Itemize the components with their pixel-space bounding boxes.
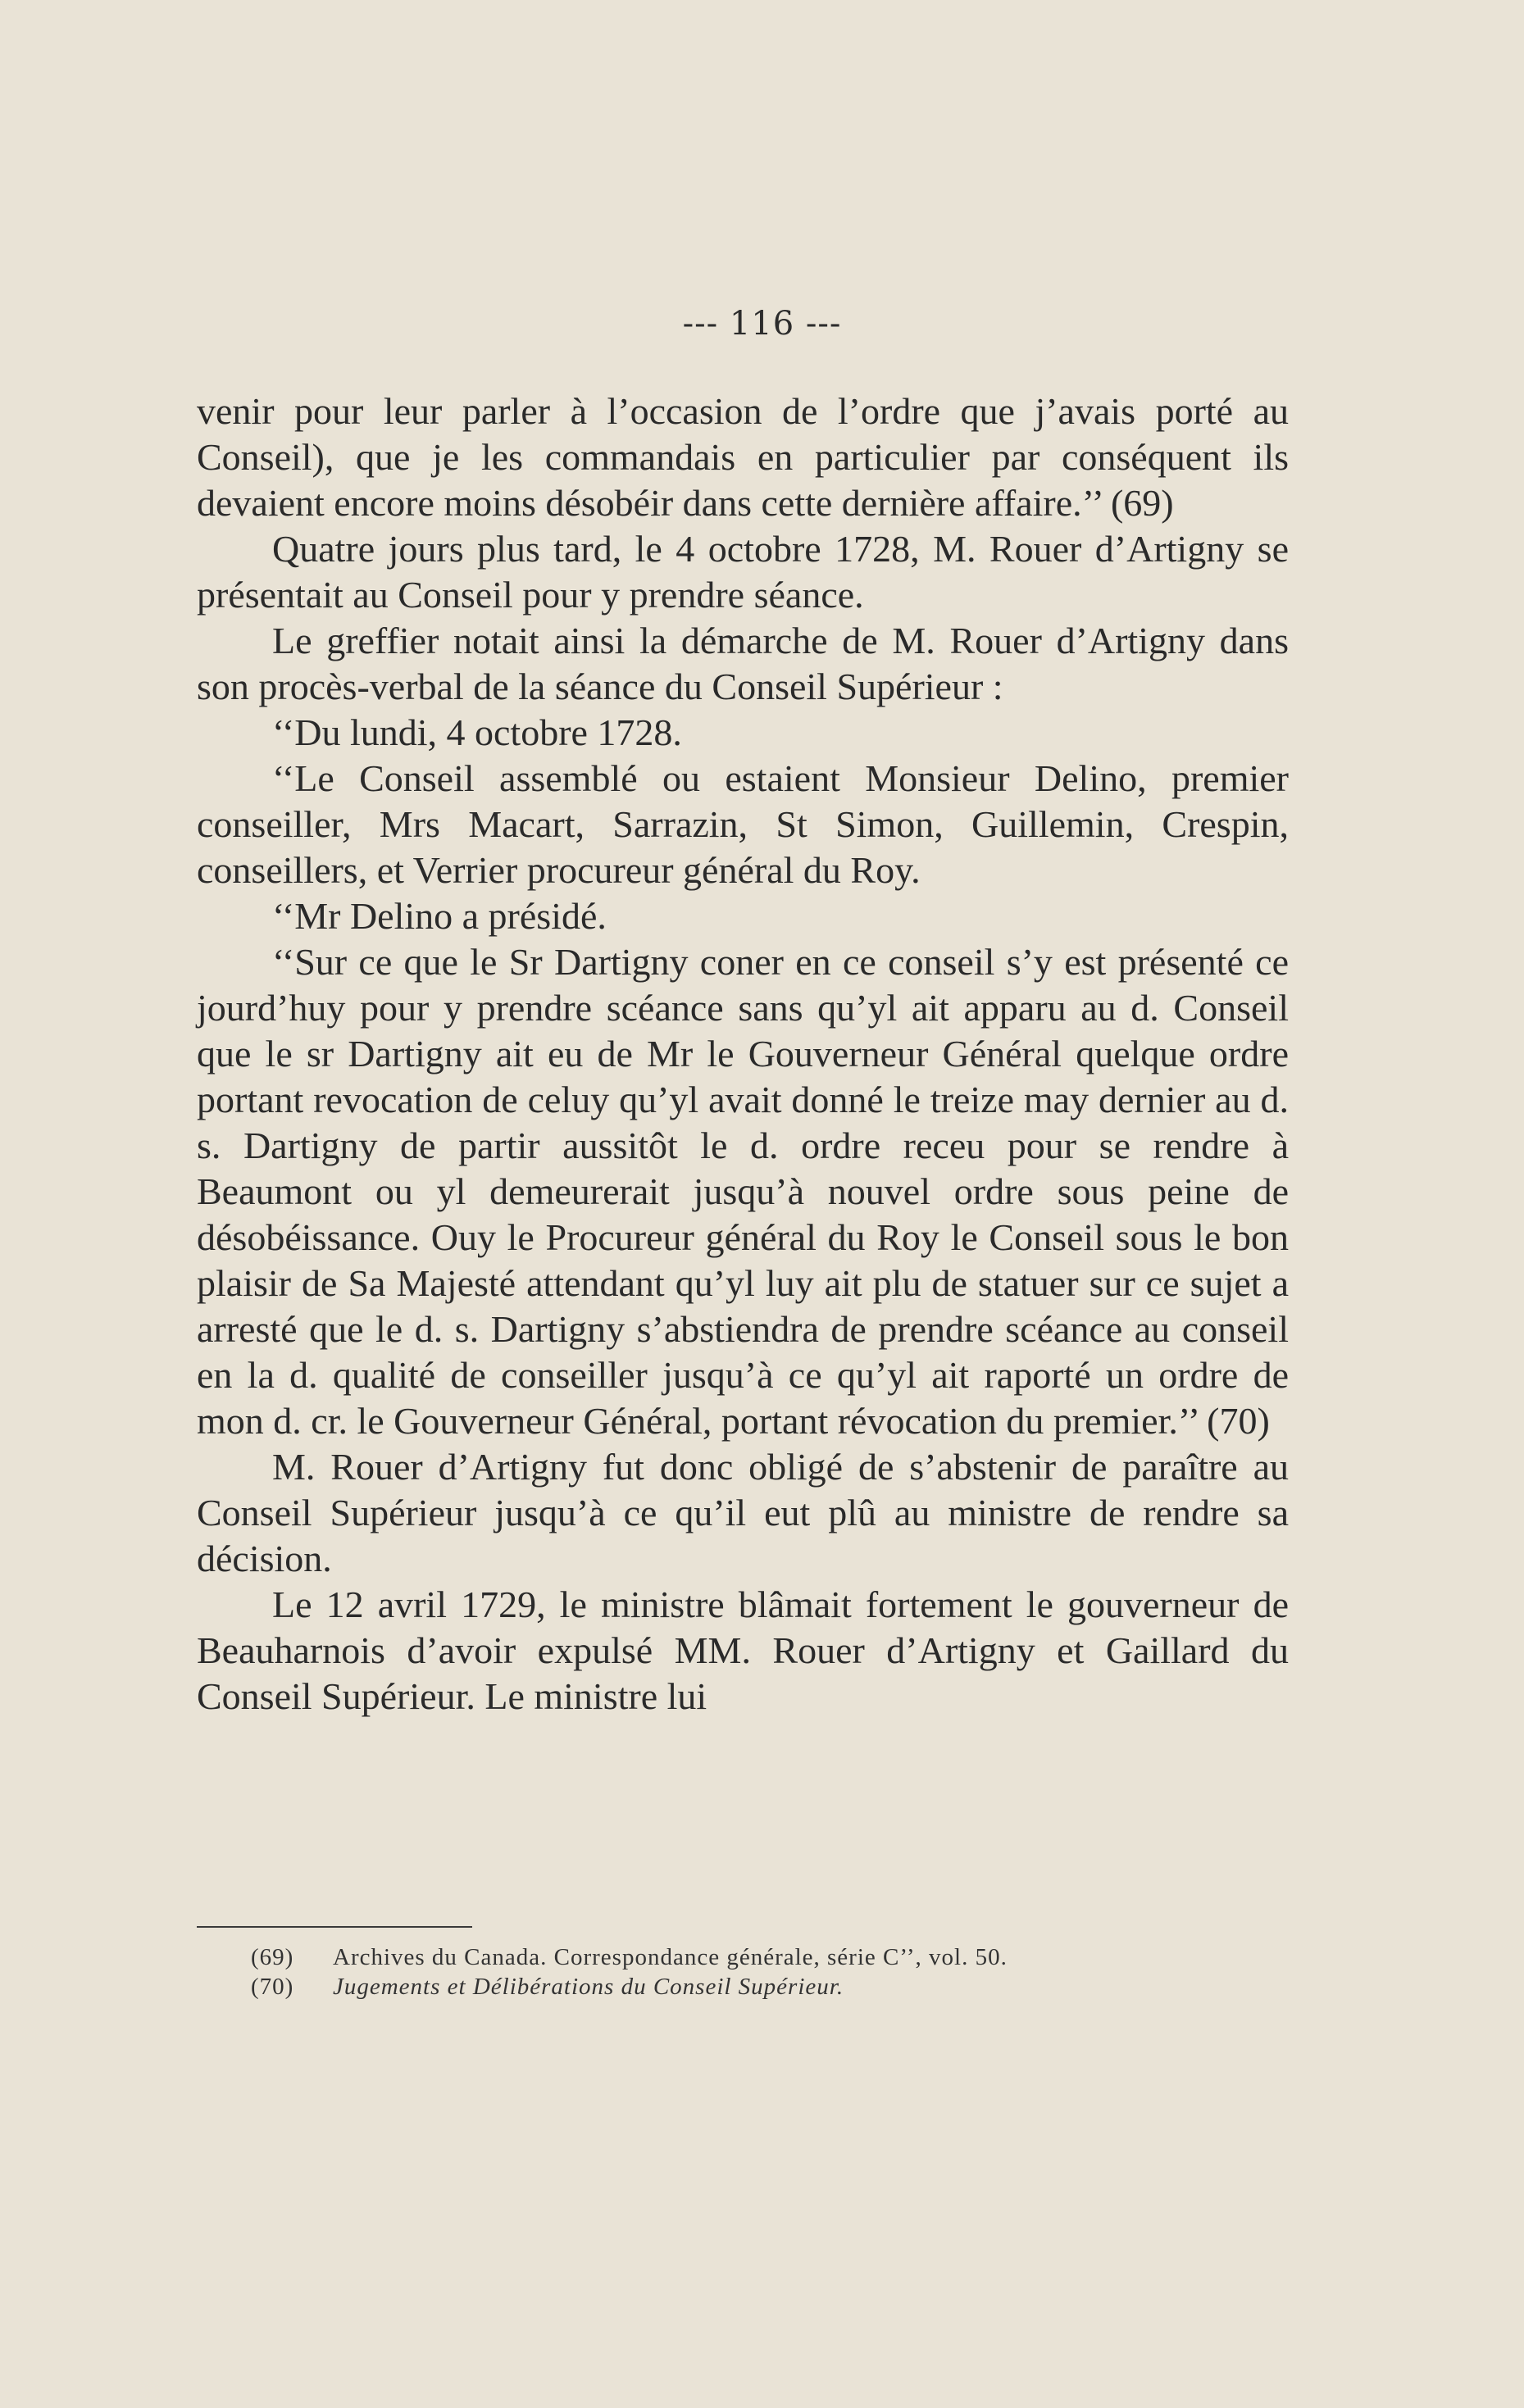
paragraph: Le 12 avril 1729, le ministre blâmait fortement le gouverneur de Beauharnois d’avoir expulsé MM. Rouer d’Artigny et Gaillard du Conseil Supérieur. Le ministre lui <box>197 1583 1289 1717</box>
footnote-divider <box>197 1926 472 1928</box>
paragraph: ‘‘Mr Delino a présidé. <box>272 895 607 937</box>
paragraph: ‘‘Sur ce que le Sr Dartigny coner en ce conseil s’y est présenté ce jourd’huy pour y prendre scéance sans qu’yl ait apparu au d. Conseil que le sr Dartigny ait eu de Mr le Gouverneur Général quelque ordre portant revocation de celuy qu’yl avait donné le treize may dernier au d. s. Dartigny de partir aussitôt le d. ordre receu pour se rendre à Beaumont ou yl demeurerait jusqu’à nouvel ordre sous peine de désobéissance. Ouy le Procureur général du Roy le Conseil sous le bon plaisir de Sa Majesté attendant qu’yl luy ait plu de statuer sur ce sujet a arresté que le d. s. Dartigny s’abstiendra de prendre scéance au conseil en la d. qualité de conseiller jusqu’à ce qu’yl ait raporté un ordre de mon d. cr. le Gouverneur Général, portant révocation du premier.’’ (70) <box>197 941 1289 1442</box>
paragraph: M. Rouer d’Artigny fut donc obligé de s’abstenir de paraître au Conseil Supérieur jusqu’à ce qu’il eut plû au ministre de rendre sa décision. <box>197 1446 1289 1579</box>
footnote-text: Jugements et Délibérations du Conseil Supérieur. <box>333 1974 844 2000</box>
paragraph: Quatre jours plus tard, le 4 octobre 1728, M. Rouer d’Artigny se présentait au Conseil pour y prendre séance. <box>197 528 1289 616</box>
footnotes <box>251 1942 1284 2001</box>
footnote-text: Archives du Canada. Correspondance générale, série C’’, vol. 50. <box>333 1944 1008 1970</box>
footnote-number: (69) <box>251 1944 294 1970</box>
paragraph: ‘‘Du lundi, 4 octobre 1728. <box>272 711 682 753</box>
paragraph: ‘‘Le Conseil assemblé ou estaient Monsieur Delino, premier conseiller, Mrs Macart, Sarrazin, St Simon, Guillemin, Crespin, conseillers, et Verrier procureur général du Roy. <box>197 757 1289 891</box>
body-text <box>197 388 1289 1720</box>
paragraph: venir pour leur parler à l’occasion de l’ordre que j’avais porté au Conseil), que je les commandais en particulier par conséquent ils devaient encore moins désobéir dans cette dernière affaire.’’ (69) <box>197 390 1289 524</box>
footnote <box>251 1942 1284 1972</box>
footnote <box>251 1972 1284 2001</box>
footnote-number: (70) <box>251 1974 294 2000</box>
paragraph: Le greffier notait ainsi la démarche de M. Rouer d’Artigny dans son procès-verbal de la séance du Conseil Supérieur : <box>197 620 1289 707</box>
page-number: --- 116 --- <box>682 305 842 343</box>
